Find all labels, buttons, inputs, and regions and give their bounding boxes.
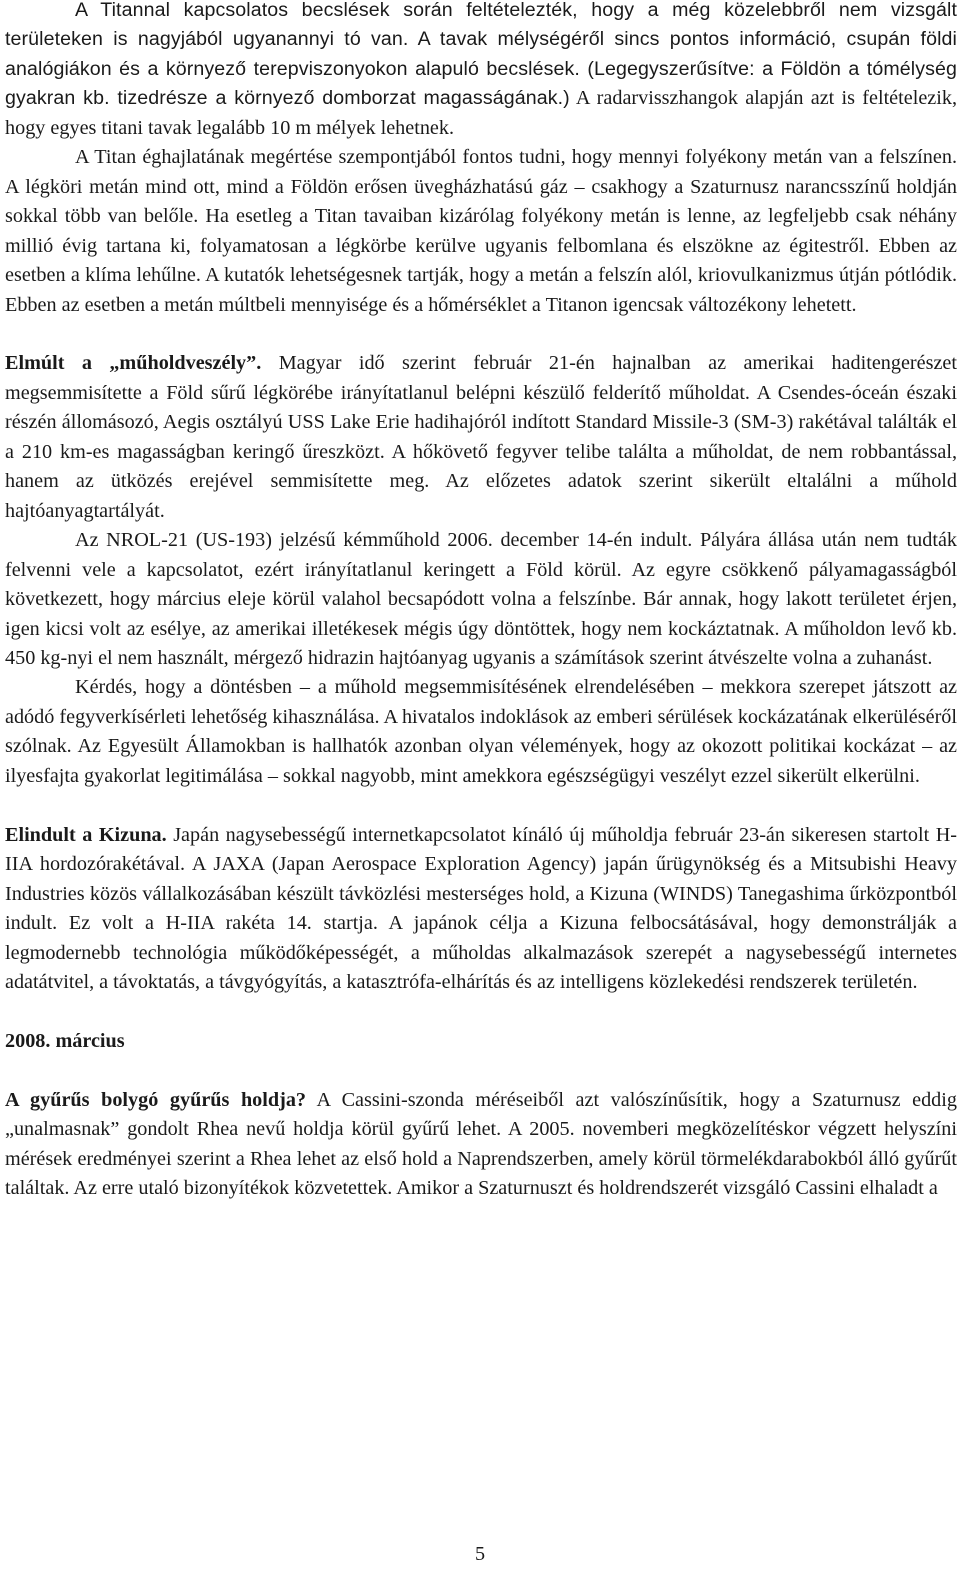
paragraph-titan-lakes [5, 0, 957, 143]
section-heading-kizuna: Elindult a Kizuna. [5, 823, 167, 846]
paragraph-gap [5, 1056, 957, 1086]
paragraph-titan-lakes-serif-part: A radarvisszhangok alapján azt is feltételezik, hogy egyes titani tavak legalább 10 m mélyek lehetnek. [5, 87, 957, 139]
section-body-kizuna: Japán nagysebességű internetkapcsolatot kínáló új műholdja február 23-án sikeresen startolt H-IIA hordozórakétával. A JAXA (Japan Aerospace Exploration Agency) japán űrügynökség és a Mitsubishi Heavy Industries közös vállalkozásában készült távközlési mesterséges hold, a Kizuna (WINDS) Tanegashima űrközpontból indult. Ez volt a H-IIA rakéta 14. startja. A japánok célja a Kizuna felbocsátásával, hogy demonstrálják a legmodernebb technológia működőképességét, a műholdas alkalmazások szerepét a nagysebességű internetes adatátvitel, a távoktatás, a távgyógyítás, a katasztrófa-elhárítás és az intelligens közlekedési rendszerek területén. [5, 823, 958, 994]
month-heading: 2008. március [5, 1030, 125, 1052]
section-body-rhea: A Cassini-szonda méréseiből azt valószínűsítik, hogy a Szaturnusz eddig „unalmasnak” gondolt Rhea nevű holdja körül gyűrű lehet. A 2005. novemberi megközelítéskor végzett helyszíni mérések eredményei szerint a Rhea lehet az első hold a Naprendszerben, amely körül törmelékdarabokból álló gyűrűt találtak. Az erre utaló bizonyítékok közvetettek. Amikor a Szaturnuszt és holdrendszerét vizsgáló Cassini elhaladt a [5, 1088, 957, 1200]
paragraph-gap [5, 791, 957, 821]
section-body-satellite: Magyar idő szerint február 21-én hajnalban az amerikai haditengerészet megsemmisítette a Föld sűrű légkörébe irányítatlanul belépni készülő felderítő műholdat. A Csendes-óceán északi részén állomásozó, Aegis osztályú USS Lake Erie hadihajóról indított Standard Missile-3 (SM-3) rakétával találták el a 210 km-es magasságban keringő űreszközt. A hőkövető fegyver telibe találta a műholdat, de nem robbantással, hanem az ütközés erejével semmisítette meg. Az előzetes adatok szerint sikerült eltalálni a műhold hajtóanyagtartályát. [5, 352, 957, 522]
paragraph-satellite-threat [5, 349, 957, 526]
paragraph-gap [5, 320, 957, 350]
section-heading-satellite: Elmúlt a „műholdveszély”. [5, 352, 262, 375]
section-heading-rhea: A gyűrűs bolygó gyűrűs holdja? [5, 1088, 307, 1111]
document-page [5, 0, 957, 1204]
paragraph-kizuna [5, 821, 957, 998]
paragraph-nrol21: Az NROL-21 (US-193) jelzésű kémműhold 2006. december 14-én indult. Pályára állása után nem tudták felvenni vele a kapcsolatot, ezért irányítatlanul keringett a Föld körül. Az egyre csökkenő pályamagasságból következett, hogy március eleje körül valahol becsapódott volna a felszínbe. Bár annak, hogy lakott területet érjen, igen kicsi volt az esélye, az amerikai illetékesek mégis úgy döntöttek, hogy nem kockáztatnak. A műholdon levő kb. 450 kg-nyi el nem használt, mérgező hidrazin hajtóanyag ugyanis a számítások szerint átvészelte volna a zuhanást. [5, 529, 957, 670]
paragraph-weapon-test: Kérdés, hogy a döntésben – a műhold megsemmisítésének elrendelésében – mekkora szerepet játszott az adódó fegyverkísérleti lehetőség kihasználása. A hivatalos indoklások az emberi sérülések kockázatának elkerüléséről szólnak. Az Egyesült Államokban is hallhatók azonban olyan vélemények, hogy az okozott politikai kockázat – az ilyesfajta gyakorlat legitimálása – sokkal nagyobb, mint amekkora egészségügyi veszélyt ezzel sikerült elkerülni. [5, 676, 957, 787]
paragraph-rhea [5, 1086, 957, 1204]
paragraph-gap [5, 998, 957, 1028]
page-number: 5 [474, 1543, 486, 1565]
paragraph-titan-lakes-sans-part: A Titannal kapcsolatos becslések során feltételezték, hogy a még közelebbről nem vizsgált területeken is nagyjából ugyanannyi tó van. A tavak mélységéről sincs pontos információ, csupán földi analógiákon és a környező terepviszonyokon alapuló becslések. (Legegyszerűsítve: a Földön a tómélység gyakran kb. tizedrésze a környező domborzat magasságának.) [5, 0, 957, 110]
paragraph-titan-climate: A Titan éghajlatának megértése szempontjából fontos tudni, hogy mennyi folyékony metán van a felszínen. A légköri metán mind ott, mind a Földön erősen üvegházhatású gáz – csakhogy a Szaturnusz narancsszínű holdján sokkal több van belőle. Ha esetleg a Titan tavaiban kizárólag folyékony metán is lenne, az legfeljebb csak néhány millió évig tartana ki, folyamatosan a légkörbe kerülve ugyanis felbomlana és elszökne az égitestről. Ebben az esetben a klíma lehűlne. A kutatók lehetségesnek tartják, hogy a metán a felszín alól, kriovulkanizmus útján pótlódik. Ebben az esetben a metán múltbeli mennyisége és a hőmérséklet a Titanon igencsak változékony lehetett. [5, 146, 957, 316]
